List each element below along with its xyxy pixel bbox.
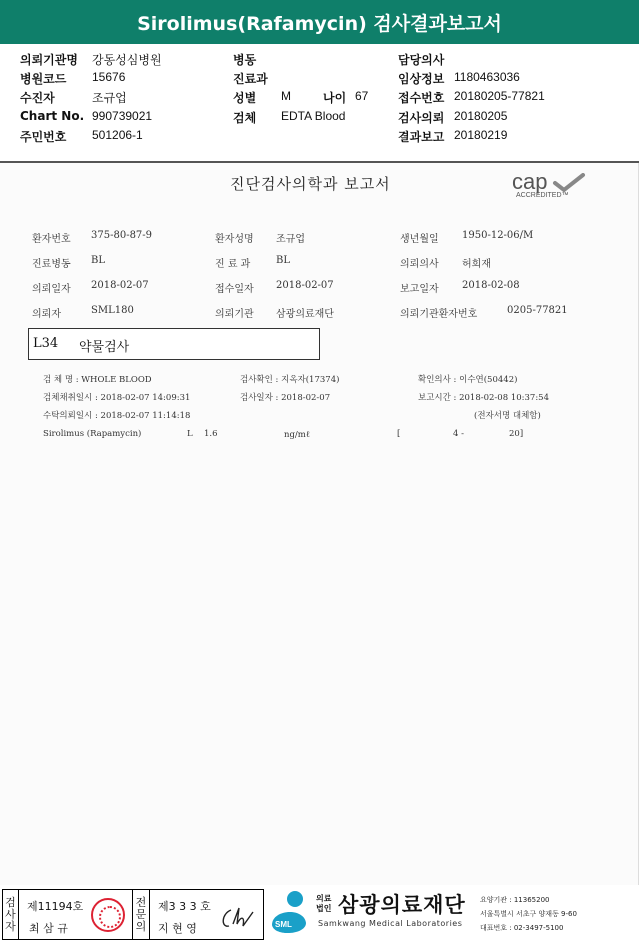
doctor-label: 담당의사 [398,53,445,67]
specialist-label [132,890,150,939]
examiner-no: 제11194호 [27,900,84,913]
specialist-name: 지 현 영 [158,922,197,935]
institution-value: 강동성심병원 [92,53,162,67]
test-request-value: 20180205 [454,109,508,123]
examiner-name: 최 삼 규 [29,922,68,935]
sex-value: M [281,89,291,103]
specialist-no: 제3 3 3 호 [158,900,211,913]
org-code: 요양기관 : 11365200 [480,896,550,904]
ward-label-doc: 진료병동 [32,259,71,270]
result-ref-open: [ [397,429,401,439]
chart-no-value: 990739021 [92,109,153,123]
cap-accredited-logo [510,171,590,201]
req-person-label: 의뢰자 [32,309,61,320]
confirm-doctor-line: 확인의사 : 이수연(50442) [418,375,518,385]
recv-date-label: 접수일자 [215,284,254,295]
receipt-no-value: 20180205-77821 [454,89,545,103]
req-person: SML180 [91,305,134,316]
handwritten-signature [219,904,259,932]
dob-label: 생년월일 [400,234,439,245]
patient-label: 수진자 [20,91,55,105]
result-value: 1.6 [204,429,218,439]
receive-time-line: 수탁의뢰일시 : 2018-02-07 11:14:18 [43,411,191,421]
req-inst-label: 의뢰기관 [215,309,254,320]
req-date: 2018-02-07 [91,280,149,291]
report-date-label: 보고일자 [400,284,439,295]
collect-time-line: 검체채취일시 : 2018-02-07 14:09:31 [43,393,191,403]
chart-no-label: Chart No. [20,109,85,123]
test-request-label: 검사의뢰 [398,111,445,125]
result-test-name: Sirolimus (Rapamycin) [43,429,142,439]
test-date-line: 검사일자 : 2018-02-07 [240,393,331,403]
specimen-line: 검 체 명 : WHOLE BLOOD [43,375,152,385]
req-doctor: 허희재 [462,259,491,270]
patient-name-label: 환자성명 [215,234,254,245]
header-info [0,44,639,161]
test-section-box [28,328,320,360]
examiner-label [3,890,19,939]
org-address: 서울특별시 서초구 양재동 9-60 [480,910,577,918]
cap-accredited-text: ACCREDITED™ [516,192,569,199]
req-date-label: 의뢰일자 [32,284,71,295]
sml-logo-text: SML [275,920,292,929]
req-inst: 삼광의료재단 [276,309,334,320]
specimen-value: EDTA Blood [281,109,346,123]
section-code: L34 [33,336,59,351]
report-title: Sirolimus(Rafamycin) 검사결과보고서 [0,0,639,44]
result-ref-high: 20] [509,429,524,439]
hospital-code-value: 15676 [92,70,126,84]
dept-label-doc: 진 료 과 [215,259,251,270]
result-ref-low: 4 - [453,429,464,439]
patient-value: 조규업 [92,91,127,105]
result-report-label: 결과보고 [398,130,445,144]
clinical-info-value: 1180463036 [454,70,520,84]
sml-logo-icon [268,889,310,937]
ward-doc: BL [91,255,105,266]
test-check-line: 검사확인 : 지옥자(17374) [240,375,340,385]
ward-label: 병동 [233,53,257,67]
dob: 1950-12-06/M [462,230,534,241]
document-heading: 진단검사의학과 보고서 [230,175,391,193]
org-name: 삼광의료재단 [338,893,466,917]
dept-doc: BL [276,255,290,266]
age-label: 나이 [323,91,347,105]
cap-logo-text: cap [512,169,548,194]
signature-box [2,889,264,940]
clinical-info-label: 임상정보 [398,72,445,86]
org-english: Samkwang Medical Laboratories [318,919,463,928]
section-name: 약물검사 [79,340,130,355]
resident-no-value: 501206-1 [92,128,143,142]
receipt-no-label: 접수번호 [398,91,445,105]
institution-label: 의뢰기관명 [20,53,78,67]
result-unit: ng/mℓ [284,430,310,440]
examiner-seal-stamp [91,898,125,932]
org-phone: 대표번호 : 02-3497-5100 [480,924,564,932]
department-label: 진료과 [233,72,268,86]
specialist-label-text: 전문의 [135,895,147,933]
org-prefix: 의료법인 [316,894,332,913]
req-inst-pt: 0205-77821 [507,305,568,316]
report-document [0,163,639,885]
report-time-line: 보고시간 : 2018-02-08 10:37:54 [418,393,549,403]
specimen-label: 검체 [233,111,257,125]
recv-date: 2018-02-07 [276,280,334,291]
report-date: 2018-02-08 [462,280,520,291]
age-value: 67 [355,89,369,103]
req-doctor-label: 의뢰의사 [400,259,439,270]
result-report-value: 20180219 [454,128,508,142]
e-sign-line: (전자서명 대체함) [474,411,541,421]
patient-no: 375-80-87-9 [91,230,153,241]
sex-label: 성별 [233,91,257,105]
result-flag: L [187,429,193,439]
checkmark-icon [552,173,586,193]
footer [0,885,639,943]
hospital-code-label: 병원코드 [20,72,67,86]
examiner-label-text: 검사자 [5,895,16,933]
resident-no-label: 주민번호 [20,130,67,144]
patient-no-label: 환자번호 [32,234,71,245]
patient-name: 조규업 [276,234,305,245]
req-inst-pt-label: 의뢰기관환자번호 [400,309,478,320]
